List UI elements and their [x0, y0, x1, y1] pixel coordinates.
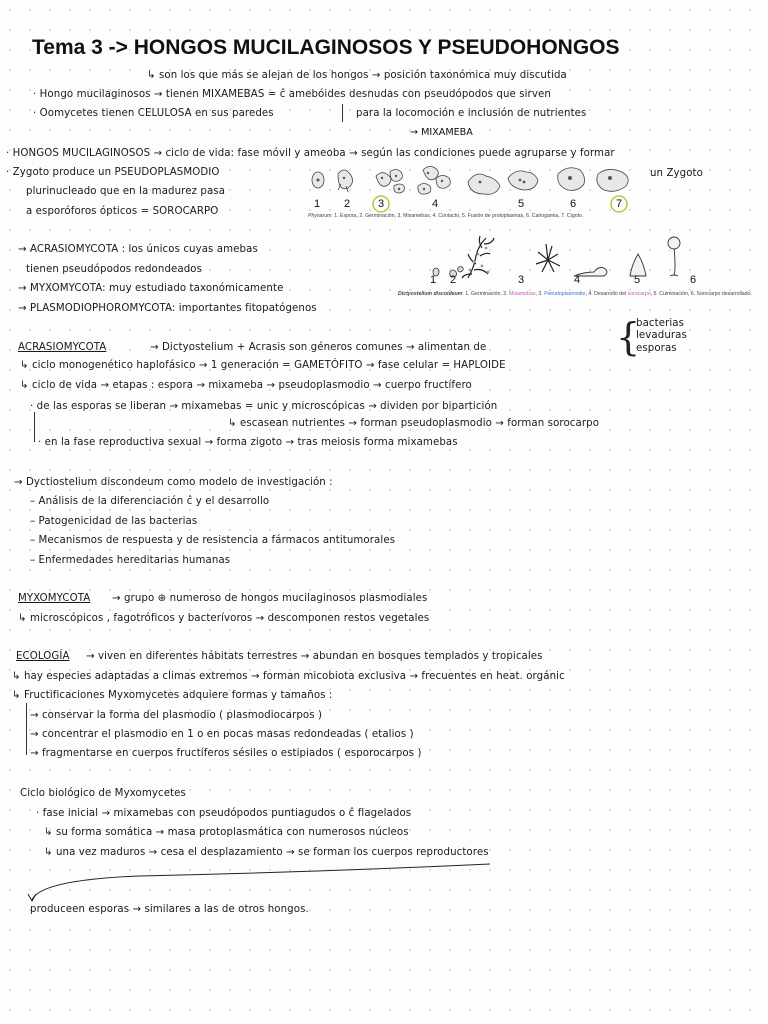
highlight-circle — [609, 194, 629, 214]
note-line: bacterias — [636, 318, 685, 329]
figure-number: 2 — [344, 198, 351, 210]
note-line: tienen pseudópodos redondeados — [26, 264, 203, 275]
figure-number: 5 — [634, 274, 641, 286]
figure-number: 1 — [314, 198, 321, 210]
note-line: ↳ su forma somática → masa protoplasmática con numerosos núcleos — [44, 827, 409, 838]
bracket-line — [34, 412, 35, 442]
note-line: → ACRASIOMYCOTA : los únicos cuyas amebas — [18, 244, 258, 255]
list-item: – Análisis de la diferenciación ĉ y el desarrollo — [30, 496, 270, 507]
divider — [342, 104, 343, 122]
section-heading-ecologia: ECOLOGÍA — [16, 651, 70, 662]
note-line: ↳ una vez maduros → cesa el desplazamiento → se forman los cuerpos reproductores — [44, 847, 489, 858]
note-line: · de las esporas se liberan → mixamebas = unic y microscópicas → dividen por bipartición — [30, 401, 498, 412]
figure-number: 3 — [518, 274, 525, 286]
figure-number: 4 — [574, 274, 581, 286]
figure-number: 4 — [432, 198, 439, 210]
list-item: → concentrar el plasmodio en 1 o en pocas masas redondeadas ( etalios ) — [30, 729, 414, 740]
note-line: → Dictyostelium + Acrasis son géneros comunes → alimentan de — [150, 342, 487, 353]
note-line: ↳ escasean nutrientes → forman pseudoplasmodio → forman sorocarpo — [228, 418, 600, 429]
note-line: → grupo ⊕ numeroso de hongos mucilaginosos plasmodiales — [112, 593, 428, 604]
note-line: plurinucleado que en la madurez pasa — [26, 186, 226, 197]
note-line: ↳ Fructificaciones Myxomycetes adquiere formas y tamaños : — [12, 690, 333, 701]
note-line: → Dyctiostelium discondeum como modelo de investigación : — [14, 477, 333, 488]
highlight-circle — [371, 194, 391, 214]
bracket-line — [26, 703, 27, 755]
dictyostelium-illustration — [398, 234, 728, 280]
figure2-caption: Dictyostelium discoideum: 1. Germinación, 2. Mixamebas, 3. Pseudoplasmodio, 4. Desarrollo del sorocarpo, 5. Culminación, 6. Sorocarpo desarrollado. — [398, 291, 752, 297]
brace-icon: { — [616, 315, 641, 359]
note-line: → PLASMODIOPHOROMYCOTA: importantes fitopatógenos — [18, 303, 317, 314]
annotation-mixameba: → MIXAMEBA — [410, 127, 473, 138]
section-heading-acrasiomycota: ACRASIOMYCOTA — [18, 342, 107, 353]
note-line: · HONGOS MUCILAGINOSOS → ciclo de vida: fase móvil y ameoba → según las condiciones puede agruparse y formar — [6, 148, 615, 159]
section-heading-myxomycota: MYXOMYCOTA — [18, 593, 91, 604]
physarum-cycle-figure — [308, 160, 648, 220]
figure-number: 1 — [430, 274, 437, 286]
figure-number: 6 — [570, 198, 577, 210]
note-line: ↳ son los que más se alejan de los hongos → posición taxonómica muy discutida — [147, 70, 567, 81]
list-item: → fragmentarse en cuerpos fructíferos sésiles o estipiados ( esporocarpos ) — [30, 748, 422, 759]
note-line: → viven en diferentes hábitats terrestres → abundan en bosques templados y tropicales — [86, 651, 543, 662]
page-title: Tema 3 -> HONGOS MUCILAGINOSOS Y PSEUDOHONGOS — [32, 36, 620, 59]
note-line: → MYXOMYCOTA: muy estudiado taxonómicamente — [18, 283, 284, 294]
figure-number: 2 — [450, 274, 457, 286]
figure-number: 6 — [690, 274, 697, 286]
list-item: – Enfermedades hereditarias humanas — [30, 555, 231, 566]
note-line: ↳ ciclo monogenético haplofásico → 1 generación = GAMETÓFITO → fase celular = HAPLOIDE — [20, 360, 506, 371]
note-line: · Zygoto produce un PSEUDOPLASMODIO — [6, 167, 220, 178]
note-line: produceen esporas → similares a las de otros hongos. — [30, 904, 309, 915]
list-item: – Mecanismos de respuesta y de resistencia a fármacos antitumorales — [30, 535, 396, 546]
figure-number-highlighted: 7 — [616, 198, 623, 210]
section-heading-ciclo: Ciclo biológico de Myxomycetes — [20, 788, 186, 799]
note-line: para la locomoción e inclusión de nutrientes — [356, 108, 587, 119]
connector-curve — [20, 856, 500, 906]
physarum-illustration — [308, 160, 648, 204]
note-line: · Hongo mucilaginosos → tienen MIXAMEBAS = ĉ amebóides desnudas con pseudópodos que sirven — [33, 89, 551, 100]
note-line: levaduras — [636, 330, 687, 341]
note-line: ↳ microscópicos , fagotróficos y bacterívoros → descomponen restos vegetales — [18, 613, 430, 624]
figure-number-highlighted: 3 — [378, 198, 385, 210]
note-line: · en la fase reproductiva sexual → forma zigoto → tras meiosis forma mixamebas — [38, 437, 458, 448]
note-line: · Oomycetes tienen CELULOSA en sus paredes — [33, 108, 274, 119]
figure-number: 5 — [518, 198, 525, 210]
note-line: un Zygoto — [650, 168, 703, 179]
figure1-caption: Physarum: 1. Espora, 2. Germinación, 3. Mixamebas, 4. Contacto, 5. Fusión de protoplasmas, 6. Cariogamia, 7. Cigoto. — [308, 213, 584, 219]
note-line: esporas — [636, 343, 677, 354]
list-item: → conservar la forma del plasmodio ( plasmodiocarpos ) — [30, 710, 323, 721]
list-item: – Patogenicidad de las bacterias — [30, 516, 198, 527]
note-line: · fase inicial → mixamebas con pseudópodos puntiagudos o ĉ flagelados — [36, 808, 412, 819]
note-line: a esporóforos ópticos = SOROCARPO — [26, 206, 219, 217]
note-line: ↳ ciclo de vida → etapas : espora → mixameba → pseudoplasmodio → cuerpo fructífero — [20, 380, 472, 391]
note-line: ↳ hay especies adaptadas a climas extremos → forman micobiota exclusiva → frecuentes en heat. orgánic — [12, 671, 565, 682]
dictyostelium-cycle-figure — [398, 234, 738, 292]
